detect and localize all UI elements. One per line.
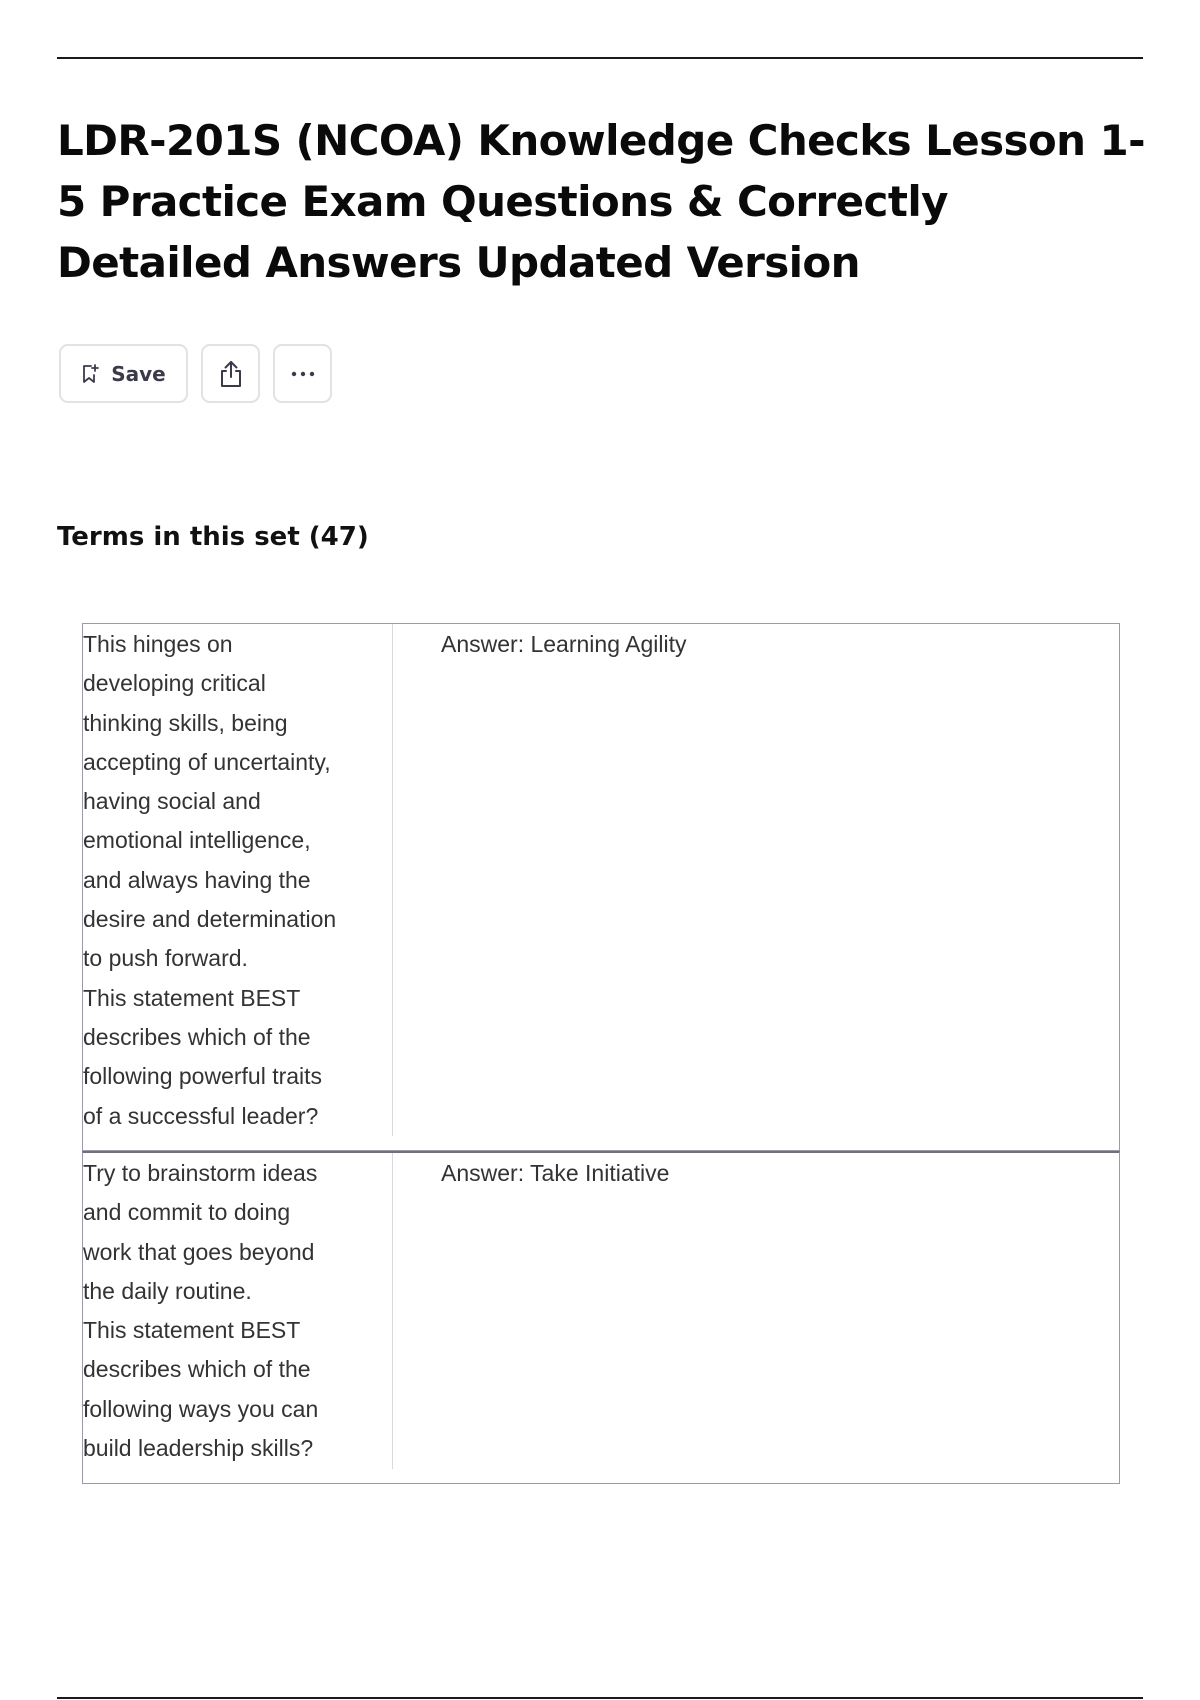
action-toolbar [59,344,332,403]
page-title: LDR-201S (NCOA) Knowledge Checks Lesson 1-5 Practice Exam Questions & Correctly Detailed Answers Updated Version [57,116,1145,287]
share-icon [217,359,245,389]
share-button[interactable] [201,344,260,403]
term-card [82,623,1120,1151]
more-horizontal-icon [290,370,316,378]
term-card [82,1151,1120,1484]
save-button[interactable] [59,344,188,403]
bookmark-add-icon [81,364,99,384]
definition-text: Answer: Take Initiative [441,1160,670,1186]
term-text: Try to brainstorm ideas and commit to doing work that goes beyond the daily routine. This statement BEST describes which of the following ways you can build leadership skills? [83,1153,393,1469]
bottom-divider [57,1697,1143,1699]
terms-heading: Terms in this set (47) [57,522,369,552]
term-text: This hinges on developing critical thinking skills, being accepting of uncertainty, having social and emotional intelligence, and always having the desire and determination to push forward. This statement BEST describes which of the following powerful traits of a successful leader? [83,624,393,1136]
more-options-button[interactable] [273,344,332,403]
save-button-label: Save [111,361,166,386]
terms-list [82,623,1120,1484]
top-divider [57,57,1143,59]
definition-text: Answer: Learning Agility [441,631,687,657]
